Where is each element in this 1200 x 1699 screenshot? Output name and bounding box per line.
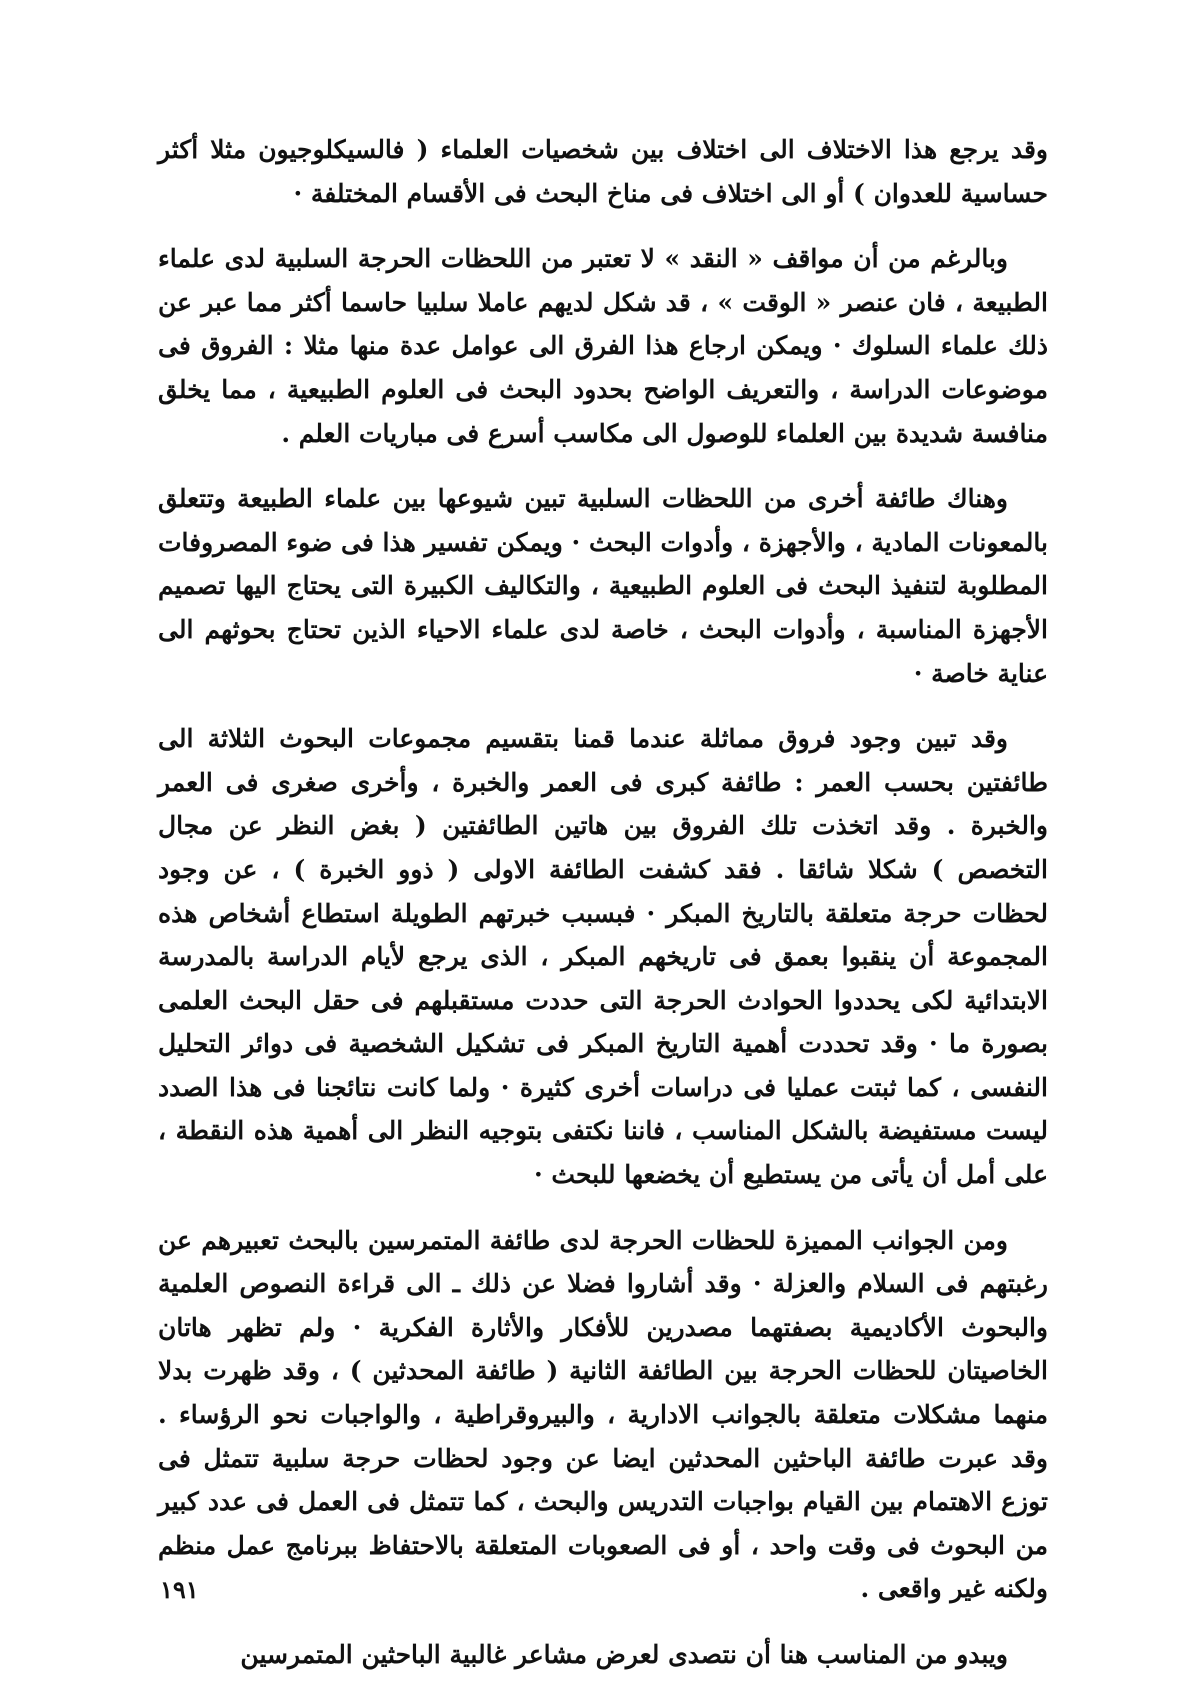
page-number: ١٩١ <box>160 1575 199 1604</box>
paragraph-1: وقد يرجع هذا الاختلاف الى اختلاف بين شخصيات العلماء ( فالسيكلوجيون مثلا أكثر حساسية للعدوان ) أو الى اختلاف فى مناخ البحث فى الأقسام المختلفة · <box>158 135 1048 208</box>
paragraph-5: ومن الجوانب المميزة للحظات الحرجة لدى طائفة المتمرسين بالبحث تعبيرهم عن رغبتهم فى السلام والعزلة · وقد أشاروا فضلا عن ذلك ـ الى قراءة النصوص العلمية والبحوث الأكاديمية بصفتهما مصدرين للأفكار والأثارة الفكرية · ولم تظهر هاتان الخاصيتان للحظات الحرجة بين الطائفة الثانية ( طائفة المحدثين ) ، وقد ظهرت بدلا منهما مشكلات متعلقة بالجوانب الادارية ، والبيروقراطية ، والواجبات نحو الرؤساء . وقد عبرت طائفة الباحثين المحدثين ايضا عن وجود لحظات حرجة سلبية تتمثل فى توزع الاهتمام بين القيام بواجبات التدريس والبحث ، كما تتمثل فى العمل فى عدد كبير من البحوث فى وقت واحد ، أو فى الصعوبات المتعلقة بالاحتفاظ ببرنامج عمل منظم ولكنه غير واقعى . <box>158 1225 1048 1604</box>
page-body <box>158 128 1048 1699</box>
paragraph-3: وهناك طائفة أخرى من اللحظات السلبية تبين شيوعها بين علماء الطبيعة وتتعلق بالمعونات المادية ، والأجهزة ، وأدوات البحث · ويمكن تفسير هذا فى ضوء المصروفات المطلوبة لتنفيذ البحث فى العلوم الطبيعية ، والتكاليف الكبيرة التى يحتاج اليها تصميم الأجهزة المناسبة ، وأدوات البحث ، خاصة لدى علماء الاحياء الذين تحتاج بحوثهم الى عناية خاصة · <box>158 484 1048 688</box>
paragraph-2: وبالرغم من أن مواقف « النقد » لا تعتبر من اللحظات الحرجة السلبية لدى علماء الطبيعة ، فان عنصر « الوقت » ، قد شكل لديهم عاملا سلبيا حاسما أكثر مما عبر عن ذلك علماء السلوك · ويمكن ارجاع هذا الفرق الى عوامل عدة منها مثلا : الفروق فى موضوعات الدراسة ، والتعريف الواضح بحدود البحث فى العلوم الطبيعية ، مما يخلق منافسة شديدة بين العلماء للوصول الى مكاسب أسرع فى مباريات العلم . <box>158 244 1048 448</box>
paragraph-4: وقد تبين وجود فروق مماثلة عندما قمنا بتقسيم مجموعات البحوث الثلاثة الى طائفتين بحسب العمر : طائفة كبرى فى العمر والخبرة ، وأخرى صغرى فى العمر والخبرة . وقد اتخذت تلك الفروق بين هاتين الطائفتين ( بغض النظر عن مجال التخصص ) شكلا شائقا . فقد كشفت الطائفة الاولى ( ذوو الخبرة ) ، عن وجود لحظات حرجة متعلقة بالتاريخ المبكر · فبسبب خبرتهم الطويلة استطاع أشخاص هذه المجموعة أن ينقبوا بعمق فى تاريخهم المبكر ، الذى يرجع لأيام الدراسة بالمدرسة الابتدائية لكى يحددوا الحوادث الحرجة التى حددت مستقبلهم فى حقل البحث العلمى بصورة ما · وقد تحددت أهمية التاريخ المبكر فى تشكيل الشخصية فى دوائر التحليل النفسى ، كما ثبتت عمليا فى دراسات أخرى كثيرة · ولما كانت نتائجنا فى هذا الصدد ليست مستفيضة بالشكل المناسب ، فاننا نكتفى بتوجيه النظر الى أهمية هذه النقطة ، على أمل أن يأتى من يستطيع أن يخضعها للبحث · <box>158 724 1048 1190</box>
paragraph-6: ويبدو من المناسب هنا أن نتصدى لعرض مشاعر غالبية الباحثين المتمرسين <box>240 1640 1008 1669</box>
